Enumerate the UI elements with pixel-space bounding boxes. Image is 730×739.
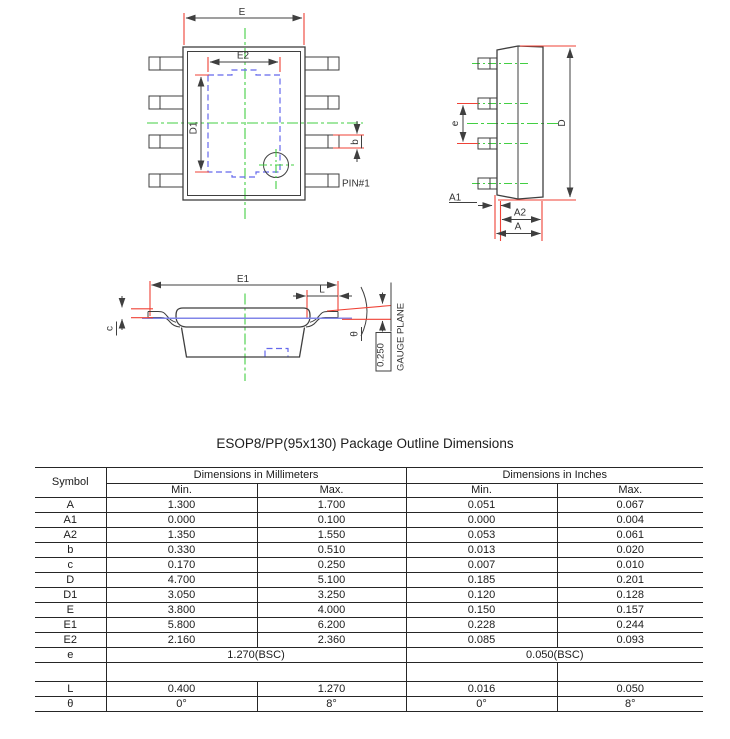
cell-symbol: D1: [35, 588, 106, 603]
cell-in-bsc: 0.050(BSC): [406, 648, 703, 663]
E2-label: E2: [236, 50, 250, 62]
cell-symbol: A2: [35, 528, 106, 543]
table-row: [35, 603, 703, 618]
header-row-units: [35, 468, 703, 484]
cell-in-min: 0.120: [406, 588, 557, 603]
cell-mm-max: 1.700: [257, 498, 406, 513]
side-view: [449, 46, 576, 241]
cell-symbol: c: [35, 558, 106, 573]
cell-in-min: 0.016: [406, 682, 557, 697]
cell-mm-min: 3.800: [106, 603, 257, 618]
header-in-min: Min.: [406, 484, 557, 498]
cell-mm-max: 1.550: [257, 528, 406, 543]
A1-label: A1: [449, 192, 462, 204]
header-mm-max: Max.: [257, 484, 406, 498]
table-row: [35, 618, 703, 633]
cell-mm-max: 0.510: [257, 543, 406, 558]
cell-mm-max: 5.100: [257, 573, 406, 588]
cell-symbol: A1: [35, 513, 106, 528]
pitch-label: e: [450, 120, 461, 127]
cell-empty: [406, 663, 557, 682]
cell-in-max: 0.050: [557, 682, 703, 697]
cell-in-min: 0.185: [406, 573, 557, 588]
pin1-label: PIN#1: [342, 178, 370, 190]
cell-in-min: 0.228: [406, 618, 557, 633]
header-in-max: Max.: [557, 484, 703, 498]
cell-in-max: 0.004: [557, 513, 703, 528]
cell-mm-min: 0.000: [106, 513, 257, 528]
cell-mm-min: 0.400: [106, 682, 257, 697]
left-lead-profile: [148, 312, 180, 328]
table-row: [35, 682, 703, 697]
c-label: c: [104, 326, 116, 331]
L-label: L: [319, 284, 325, 296]
right-lead-profile: [306, 312, 338, 328]
front-body-lower: [182, 328, 305, 358]
cell-empty: [557, 663, 703, 682]
cell-symbol: E1: [35, 618, 106, 633]
cell-in-min: 0°: [406, 697, 557, 712]
cell-mm-min: 0.170: [106, 558, 257, 573]
table-row: [35, 573, 703, 588]
cell-in-max: 0.093: [557, 633, 703, 648]
cell-mm-min: 4.700: [106, 573, 257, 588]
cell-in-max: 0.067: [557, 498, 703, 513]
cell-mm-min: 1.350: [106, 528, 257, 543]
table-row: [35, 633, 703, 648]
cell-in-max: 0.157: [557, 603, 703, 618]
table-row: [35, 588, 703, 603]
cell-symbol: E2: [35, 633, 106, 648]
table-row: [35, 543, 703, 558]
cell-symbol: A: [35, 498, 106, 513]
cell-mm-min: 0.330: [106, 543, 257, 558]
exposed-pad-edge-dashed: [265, 349, 288, 357]
cell-in-max: 0.201: [557, 573, 703, 588]
cell-in-min: 0.150: [406, 603, 557, 618]
cell-mm-max: 3.250: [257, 588, 406, 603]
dimensions-table: [35, 467, 703, 712]
header-inch: Dimensions in Inches: [406, 468, 703, 484]
cell-symbol: L: [35, 682, 106, 697]
front-body-band: [176, 308, 310, 327]
cell-mm-max: 0.250: [257, 558, 406, 573]
front-view: [105, 274, 407, 381]
cell-mm-max: 0.100: [257, 513, 406, 528]
table-row: [35, 558, 703, 573]
cell-empty: [35, 663, 106, 682]
cell-empty: [106, 663, 406, 682]
cell-mm-bsc: 1.270(BSC): [106, 648, 406, 663]
cell-mm-min: 3.050: [106, 588, 257, 603]
cell-mm-min: 2.160: [106, 633, 257, 648]
cell-in-max: 0.020: [557, 543, 703, 558]
cell-symbol: D: [35, 573, 106, 588]
D-label: D: [557, 119, 568, 127]
D1-label: D1: [188, 121, 200, 135]
side-body-outline: [497, 46, 543, 199]
cell-in-min: 0.053: [406, 528, 557, 543]
cell-in-max: 0.010: [557, 558, 703, 573]
cell-in-min: 0.000: [406, 513, 557, 528]
dimensions-table-wrap: [35, 467, 703, 712]
table-row: [35, 528, 703, 543]
E1-label: E1: [236, 274, 250, 285]
cell-in-min: 0.085: [406, 633, 557, 648]
gauge-offset-label: 0.250: [375, 343, 387, 367]
cell-mm-min: 0°: [106, 697, 257, 712]
header-mm: Dimensions in Millimeters: [106, 468, 406, 484]
cell-mm-max: 2.360: [257, 633, 406, 648]
A-label: A: [514, 221, 522, 233]
cell-mm-max: 1.270: [257, 682, 406, 697]
theta-label: θ: [349, 331, 361, 337]
A2-label: A2: [513, 207, 527, 219]
table-row-empty: [35, 663, 703, 682]
cell-mm-max: 6.200: [257, 618, 406, 633]
cell-mm-min: 5.800: [106, 618, 257, 633]
cell-mm-max: 8°: [257, 697, 406, 712]
page-title: ESOP8/PP(95x130) Package Outline Dimensions: [216, 436, 514, 451]
cell-symbol: e: [35, 648, 106, 663]
cell-in-max: 0.128: [557, 588, 703, 603]
cell-in-min: 0.013: [406, 543, 557, 558]
cell-symbol: b: [35, 543, 106, 558]
cell-mm-min: 1.300: [106, 498, 257, 513]
header-symbol: Symbol: [35, 468, 106, 498]
cell-in-min: 0.007: [406, 558, 557, 573]
table-row: [35, 498, 703, 513]
header-row-minmax: [35, 484, 703, 498]
cell-symbol: E: [35, 603, 106, 618]
cell-in-min: 0.051: [406, 498, 557, 513]
cell-in-max: 0.244: [557, 618, 703, 633]
b-label: b: [350, 139, 361, 145]
cell-mm-max: 4.000: [257, 603, 406, 618]
top-view: [147, 7, 370, 222]
right-pins: [305, 57, 339, 187]
cell-in-max: 8°: [557, 697, 703, 712]
left-pins: [149, 57, 183, 187]
cell-in-max: 0.061: [557, 528, 703, 543]
table-row-bsc: [35, 648, 703, 663]
E-label: E: [238, 7, 246, 18]
table-row: [35, 697, 703, 712]
header-mm-min: Min.: [106, 484, 257, 498]
cell-symbol: θ: [35, 697, 106, 712]
table-row: [35, 513, 703, 528]
gauge-plane-label: GAUGE PLANE: [395, 302, 407, 371]
